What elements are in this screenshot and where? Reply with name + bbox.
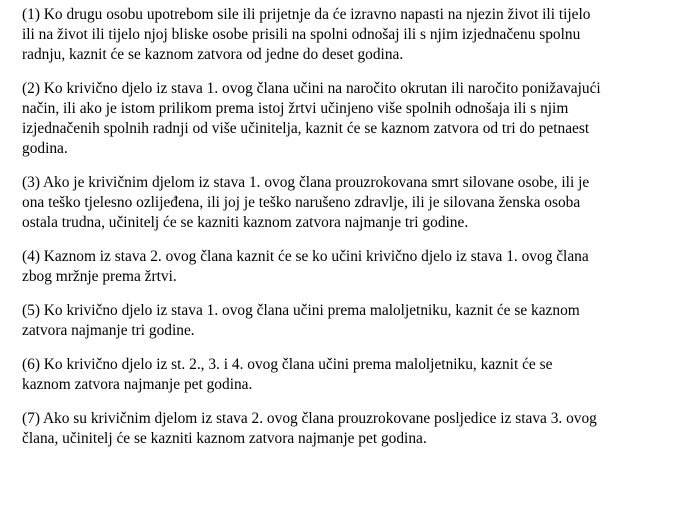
paragraph-3 — [22, 173, 682, 233]
paragraph-5 — [22, 301, 682, 341]
paragraph-line: zatvora najmanje tri godine. — [22, 322, 195, 339]
paragraph-line: (2) Ko krivično djelo iz stava 1. ovog člana učini na naročito okrutan ili naročito ponižavajući — [22, 80, 601, 97]
paragraph-line: (3) Ako je krivičnim djelom iz stava 1. ovog člana prouzrokovana smrt silovane osobe, ili je — [22, 174, 590, 191]
paragraph-line: (7) Ako su krivičnim djelom iz stava 2. ovog člana prouzrokovane posljedice iz stava 3. ovog — [22, 410, 597, 427]
document-body — [22, 5, 682, 463]
paragraph-line: člana, učinitelj će se kazniti kaznom zatvora najmanje pet godina. — [22, 430, 427, 447]
paragraph-line: kaznom zatvora najmanje pet godina. — [22, 376, 253, 393]
paragraph-line: izjednačenih spolnih radnji od više učinitelja, kaznit će se kaznom zatvora od tri do petnaest — [22, 120, 590, 137]
paragraph-4 — [22, 247, 682, 287]
paragraph-line: (1) Ko drugu osobu upotrebom sile ili prijetnje da će izravno napasti na njezin život ili tijelo — [22, 6, 591, 23]
paragraph-2 — [22, 79, 682, 159]
paragraph-line: ostala trudna, učinitelj će se kazniti kaznom zatvora najmanje tri godine. — [22, 214, 469, 231]
paragraph-line: ona teško tjelesno ozlijeđena, ili joj je teško narušeno zdravlje, ili je silovana ženska osoba — [22, 194, 581, 211]
paragraph-line: (6) Ko krivično djelo iz st. 2., 3. i 4. ovog člana učini prema maloljetniku, kaznit će se — [22, 356, 553, 373]
paragraph-line: (4) Kaznom iz stava 2. ovog člana kaznit će se ko učini krivično djelo iz stava 1. ovog člana — [22, 248, 589, 265]
paragraph-1 — [22, 5, 682, 65]
paragraph-line: godina. — [22, 140, 68, 157]
paragraph-6 — [22, 355, 682, 395]
paragraph-line: (5) Ko krivično djelo iz stava 1. ovog člana učini prema maloljetniku, kaznit će se kaznom — [22, 302, 580, 319]
paragraph-line: način, ili ako je istom prilikom prema istoj žrtvi učinjeno više spolnih odnošaja ili s njim — [22, 100, 569, 117]
paragraph-line: radnju, kaznit će se kaznom zatvora od jedne do deset godina. — [22, 46, 404, 63]
paragraph-line: ili na život ili tijelo njoj bliske osobe prisili na spolni odnošaj ili s njim izjednačenu spolnu — [22, 26, 581, 43]
paragraph-line: zbog mržnje prema žrtvi. — [22, 268, 177, 285]
paragraph-7 — [22, 409, 682, 449]
